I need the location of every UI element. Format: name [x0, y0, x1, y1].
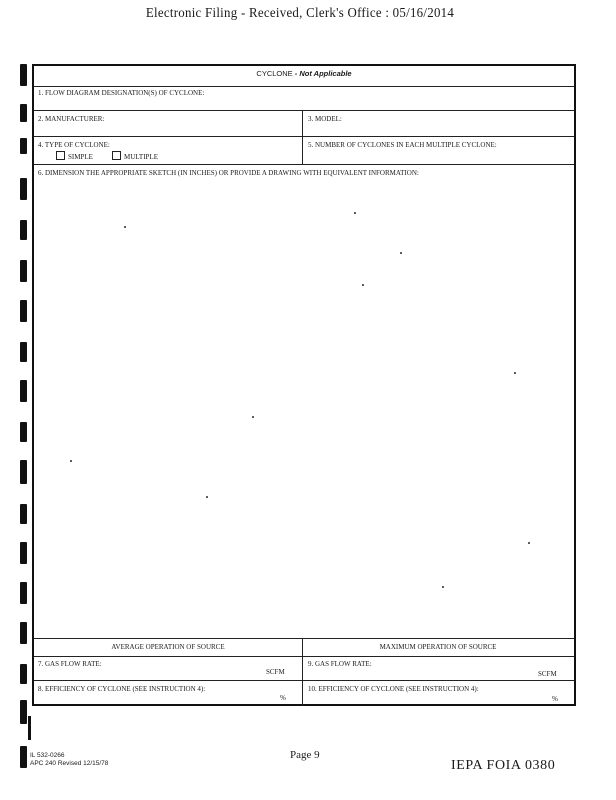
- field-manufacturer: 2. MANUFACTURER:: [38, 115, 105, 123]
- edge-mark: [20, 582, 27, 604]
- field-avg-efficiency: 8. EFFICIENCY OF CYCLONE (SEE INSTRUCTION 4):: [38, 685, 206, 693]
- avg-efficiency-unit: %: [280, 694, 286, 702]
- field-model: 3. MODEL:: [308, 115, 342, 123]
- multiple-checkbox[interactable]: [112, 151, 121, 160]
- not-applicable-note: - Not Applicable: [292, 69, 352, 78]
- form-revision: APC 240 Revised 12/15/78: [30, 760, 109, 768]
- rule: [34, 656, 574, 657]
- edge-mark: [20, 422, 27, 442]
- option-multiple-label: MULTIPLE: [124, 153, 158, 161]
- option-simple-label: SIMPLE: [68, 153, 93, 161]
- field-number-of-cyclones: 5. NUMBER OF CYCLONES IN EACH MULTIPLE CYCLONE:: [308, 141, 497, 149]
- binder-edge-marks: [20, 60, 28, 780]
- edge-mark: [20, 220, 27, 240]
- maximum-operation-header: MAXIMUM OPERATION OF SOURCE: [379, 643, 497, 651]
- scan-speck: [124, 226, 126, 228]
- foia-stamp: IEPA FOIA 0380: [451, 758, 556, 773]
- form-number: IL 532-0266: [30, 752, 65, 759]
- cyclone-form: [32, 64, 576, 706]
- scan-speck: [354, 212, 356, 214]
- edge-mark: [28, 716, 31, 740]
- edge-mark: [20, 260, 27, 282]
- option-simple[interactable]: [56, 151, 93, 162]
- rule: [34, 164, 574, 165]
- simple-checkbox[interactable]: [56, 151, 65, 160]
- edge-mark: [20, 64, 27, 86]
- field-dimension-sketch: 6. DIMENSION THE APPROPRIATE SKETCH (IN INCHES) OR PROVIDE A DRAWING WITH EQUIVALENT INFORMATION:: [38, 169, 419, 177]
- edge-mark: [20, 138, 27, 154]
- field-type-of-cyclone: 4. TYPE OF CYCLONE:: [38, 141, 110, 149]
- edge-mark: [20, 622, 27, 644]
- edge-mark: [20, 504, 27, 524]
- rule: [302, 110, 303, 164]
- filing-stamp-header: Electronic Filing - Received, Clerk's Office : 05/16/2014: [145, 6, 455, 21]
- scan-speck: [206, 496, 208, 498]
- form-title: [34, 70, 574, 78]
- field-flow-diagram-designation: 1. FLOW DIAGRAM DESIGNATION(S) OF CYCLONE:: [38, 89, 205, 97]
- edge-mark: [20, 664, 27, 684]
- field-max-efficiency: 10. EFFICIENCY OF CYCLONE (SEE INSTRUCTION 4):: [308, 685, 479, 693]
- rule: [34, 86, 574, 87]
- edge-mark: [20, 542, 27, 564]
- edge-mark: [20, 104, 27, 122]
- scan-speck: [514, 372, 516, 374]
- edge-mark: [20, 460, 27, 484]
- edge-mark: [20, 746, 27, 768]
- scan-speck: [70, 460, 72, 462]
- rule: [34, 680, 574, 681]
- edge-mark: [20, 380, 27, 402]
- page-number: Page 9: [290, 749, 320, 761]
- edge-mark: [20, 300, 27, 322]
- average-operation-header: AVERAGE OPERATION OF SOURCE: [111, 643, 225, 651]
- edge-mark: [20, 700, 27, 724]
- avg-gas-flow-unit: SCFM: [266, 668, 285, 676]
- option-multiple[interactable]: [112, 151, 158, 162]
- edge-mark: [20, 178, 27, 200]
- rule: [34, 638, 574, 639]
- edge-mark: [20, 342, 27, 362]
- scan-speck: [252, 416, 254, 418]
- scan-speck: [362, 284, 364, 286]
- max-efficiency-unit: %: [552, 695, 558, 703]
- form-identifier: [30, 752, 108, 769]
- scan-speck: [400, 252, 402, 254]
- field-avg-gas-flow-rate: 7. GAS FLOW RATE:: [38, 660, 102, 668]
- rule: [34, 136, 574, 137]
- scan-speck: [442, 586, 444, 588]
- field-max-gas-flow-rate: 9. GAS FLOW RATE:: [308, 660, 372, 668]
- max-gas-flow-unit: SCFM: [538, 670, 557, 678]
- rule: [34, 110, 574, 111]
- form-title-text: CYCLONE: [256, 69, 293, 78]
- scan-speck: [528, 542, 530, 544]
